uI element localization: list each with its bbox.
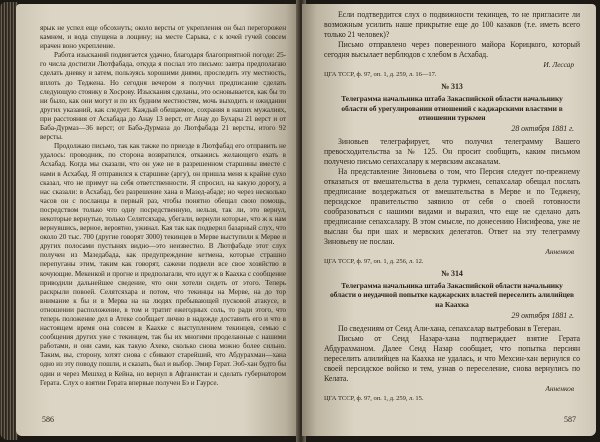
document-number: № 313 (441, 82, 463, 92)
archive-reference: ЦГА ТССР, ф. 97, оп. 1, д. 256, л. 12. (324, 257, 424, 265)
signature: Анненков (545, 246, 574, 256)
document-date: 28 октября 1881 г. (511, 124, 574, 134)
document-date: 29 октября 1881 г. (511, 310, 574, 320)
paragraph: По сведениям от Сеид Али-хана, сепахсалар вытребован в Тегеран. (338, 323, 561, 333)
document-number: № 314 (441, 269, 463, 279)
paragraph: Работа изысканий подвигается удачно, благодаря благоприятной погоде: 25-го числа достигли Лютфабада, откуда я послал это письмо: завтра предполагаю сделать дневку и затем, пользуясь хорошими днями, проследить эту местность, вплоть до Теджена. Но сегодня вечером я получил предписание сделать следующую стоянку в Хосрову. Изыскания сделаны, это основывается, как бы то ни было, как они могут и по их будним местностям, мочь выходить и ожидании других указаний, как следует. Каждый обещаемое, сохраняя в наших мужалиях, при расстояния от Асхабада до Анау 13 верст, от Анау до Бухары 21 верст и от Баба-Дурмаз—36 верст; от Баба-Дурмаза до Лютфабада 21 версты, итого 92 версты. (40, 51, 286, 142)
document-title: Телеграмма начальника штаба Закаспийской области начальнику области о неудачной попытке каджарских властей переселить алилийцев на Каахка (330, 280, 574, 309)
left-page (16, 4, 300, 436)
document-title: Телеграмма начальника штаба Закаспийской области начальнику области об урегулировании отношений с каджарскими властями в отношении туркмен (341, 94, 563, 122)
page-number-left: 586 (42, 415, 54, 424)
signature: Анненков (545, 383, 574, 393)
paragraph: ярык не успел еще обсохнуть; около версты от укрепления он был перегорожен камнем, и вода спущена в лощину; на месте Сарыка, с к ючей гучей совсем ирачен воно укрепление. (40, 24, 286, 51)
paragraph: Письмо от Сеид Назара-хана подтверждает взятие Герата Абдурахманом. Далее Сеид Назар сообщает, что попытка персиян переселить алилийцев на Каахка не удалась, и что Мехсин-хан вернулся со своей персидское войско и тем, узнав о переселение, снова вернулись по Келата. (324, 333, 580, 383)
paragraph: Продолжаю письмо, так как также по приезде в Лютфабад его отправить не удалось: проводник, по сторона возвратился, откажись желающего ехать в Асхабад. Когда мы сказали, что он уже не в разрешенном старшины вместе с нами в Асхабад. Я отправился к старшине (аргу), он пришла меня к крайне сухо сказал, что не примут на себя ответственности. Я спросил, на какую дорогу, а нас сказали: в Асхабад, без разрешение хана в Мазед-абаде; но через несколько часов он с посланцы в первый раз, чтобы понятно обещал свою помощь, посредством только что одну посредственную, нельзя, так ли, это вернул, некоторые вернутые, только Селятсяхара, убегали, вернули которые, что ж к нам вернувшись, верное, вероятно, ужинал. Кая так как подверил базарный слух, что около 20 тыс. 700 (другие говорят 3000) текинцев в Мерве выступили к Мерве и других полосами пустынях видно—это неизвестно. В Лютфабаде этот слух получен из Мазедабада, как предупреждение кетмена, которые страшно перепуганы этим, таким как говорят, сажени подвели все свое хозяйство в кочующие. Мекенкой и прогне и предполагали, что идут ж в Каахка с сообщение приводили дальнейшее сведение, что они хотели сидеть от этого. Теперь раскрыли повоей. Селятсяхара и потом, что текинцы на Мерве, на до тор внимание к бы и в Мерва на на людях пребывающей пусковой атакусе, в отношении расположение, в том и тратит ежегодных соль, то ради этого, что теперь положение дел в Атеке сообщает лично в надежде доставить его и что в настоящем время она совсем в Каахке с выступлением текинцев, семью с сообщения других уже с текинцем, так бы их многими проделанные с нашими работами, и они сами, как такую Ахеке, сколько снова можно более сильно. Таким, вы, сторону, хотят снова с сбивают старейший, что Абдурахман—хана одно из эту поводу пошли, и сказать, был и выбор. Эмир Герат. Эоб-хан будто бы один и через Мешхед в Кейна, но вернул в Афганистан и сделать губернатором Герата. Слух о взятии Герата впервые получен Бэ и Гаурсе. (40, 142, 286, 387)
paragraph: Зиновьев телеграфирует, что получил телеграмму Вашего превосходительства за № 125. Он просит сообщить, каким письмом получено письмо сепахсалару к мервским аксакалам. (324, 137, 580, 166)
archive-reference: ЦГА ТССР, ф. 97, оп. 1, д. 259, л. 16—17. (324, 71, 437, 79)
signature: И. Лессар (543, 59, 574, 69)
archive-reference: ЦГА ТССР, ф. 97, оп. 1, д. 259, л. 15. (324, 394, 424, 402)
page-number-right: 587 (564, 415, 576, 424)
right-page (302, 4, 596, 436)
paragraph: Письмо отправлено через поверенного майора Корицкого, который сегодня высылает верблюдов с хлебом в Асхабад. (324, 39, 580, 59)
right-page-text (324, 10, 580, 403)
paragraph: На представление Зиновьева о том, что Персия следует по-прежнему отказаться от вмешательства в дела туркмен, сепахсалар обещал послать предписание воздержаться от вмешательства в Мерве и по Теджену, персидское правительство заявило от себя о своей готовности сообразоваться с нашими видами и выразил, что еще не сделано дать предписание сепахсалару. В этом смысле, по донесению Нисифеова, уже не выслан бы при шах и мервских делегатов. Ответ на эту телеграмму Зиновьеву не послан. (324, 166, 580, 246)
left-page-text (40, 24, 286, 388)
paragraph: Если подтвердится слух о подвижности текинцев, то не пригласите ли возможным усилить наше прикрытие еще до 100 казаков (т.е. иметь всего только 21 человек)? (324, 10, 580, 39)
